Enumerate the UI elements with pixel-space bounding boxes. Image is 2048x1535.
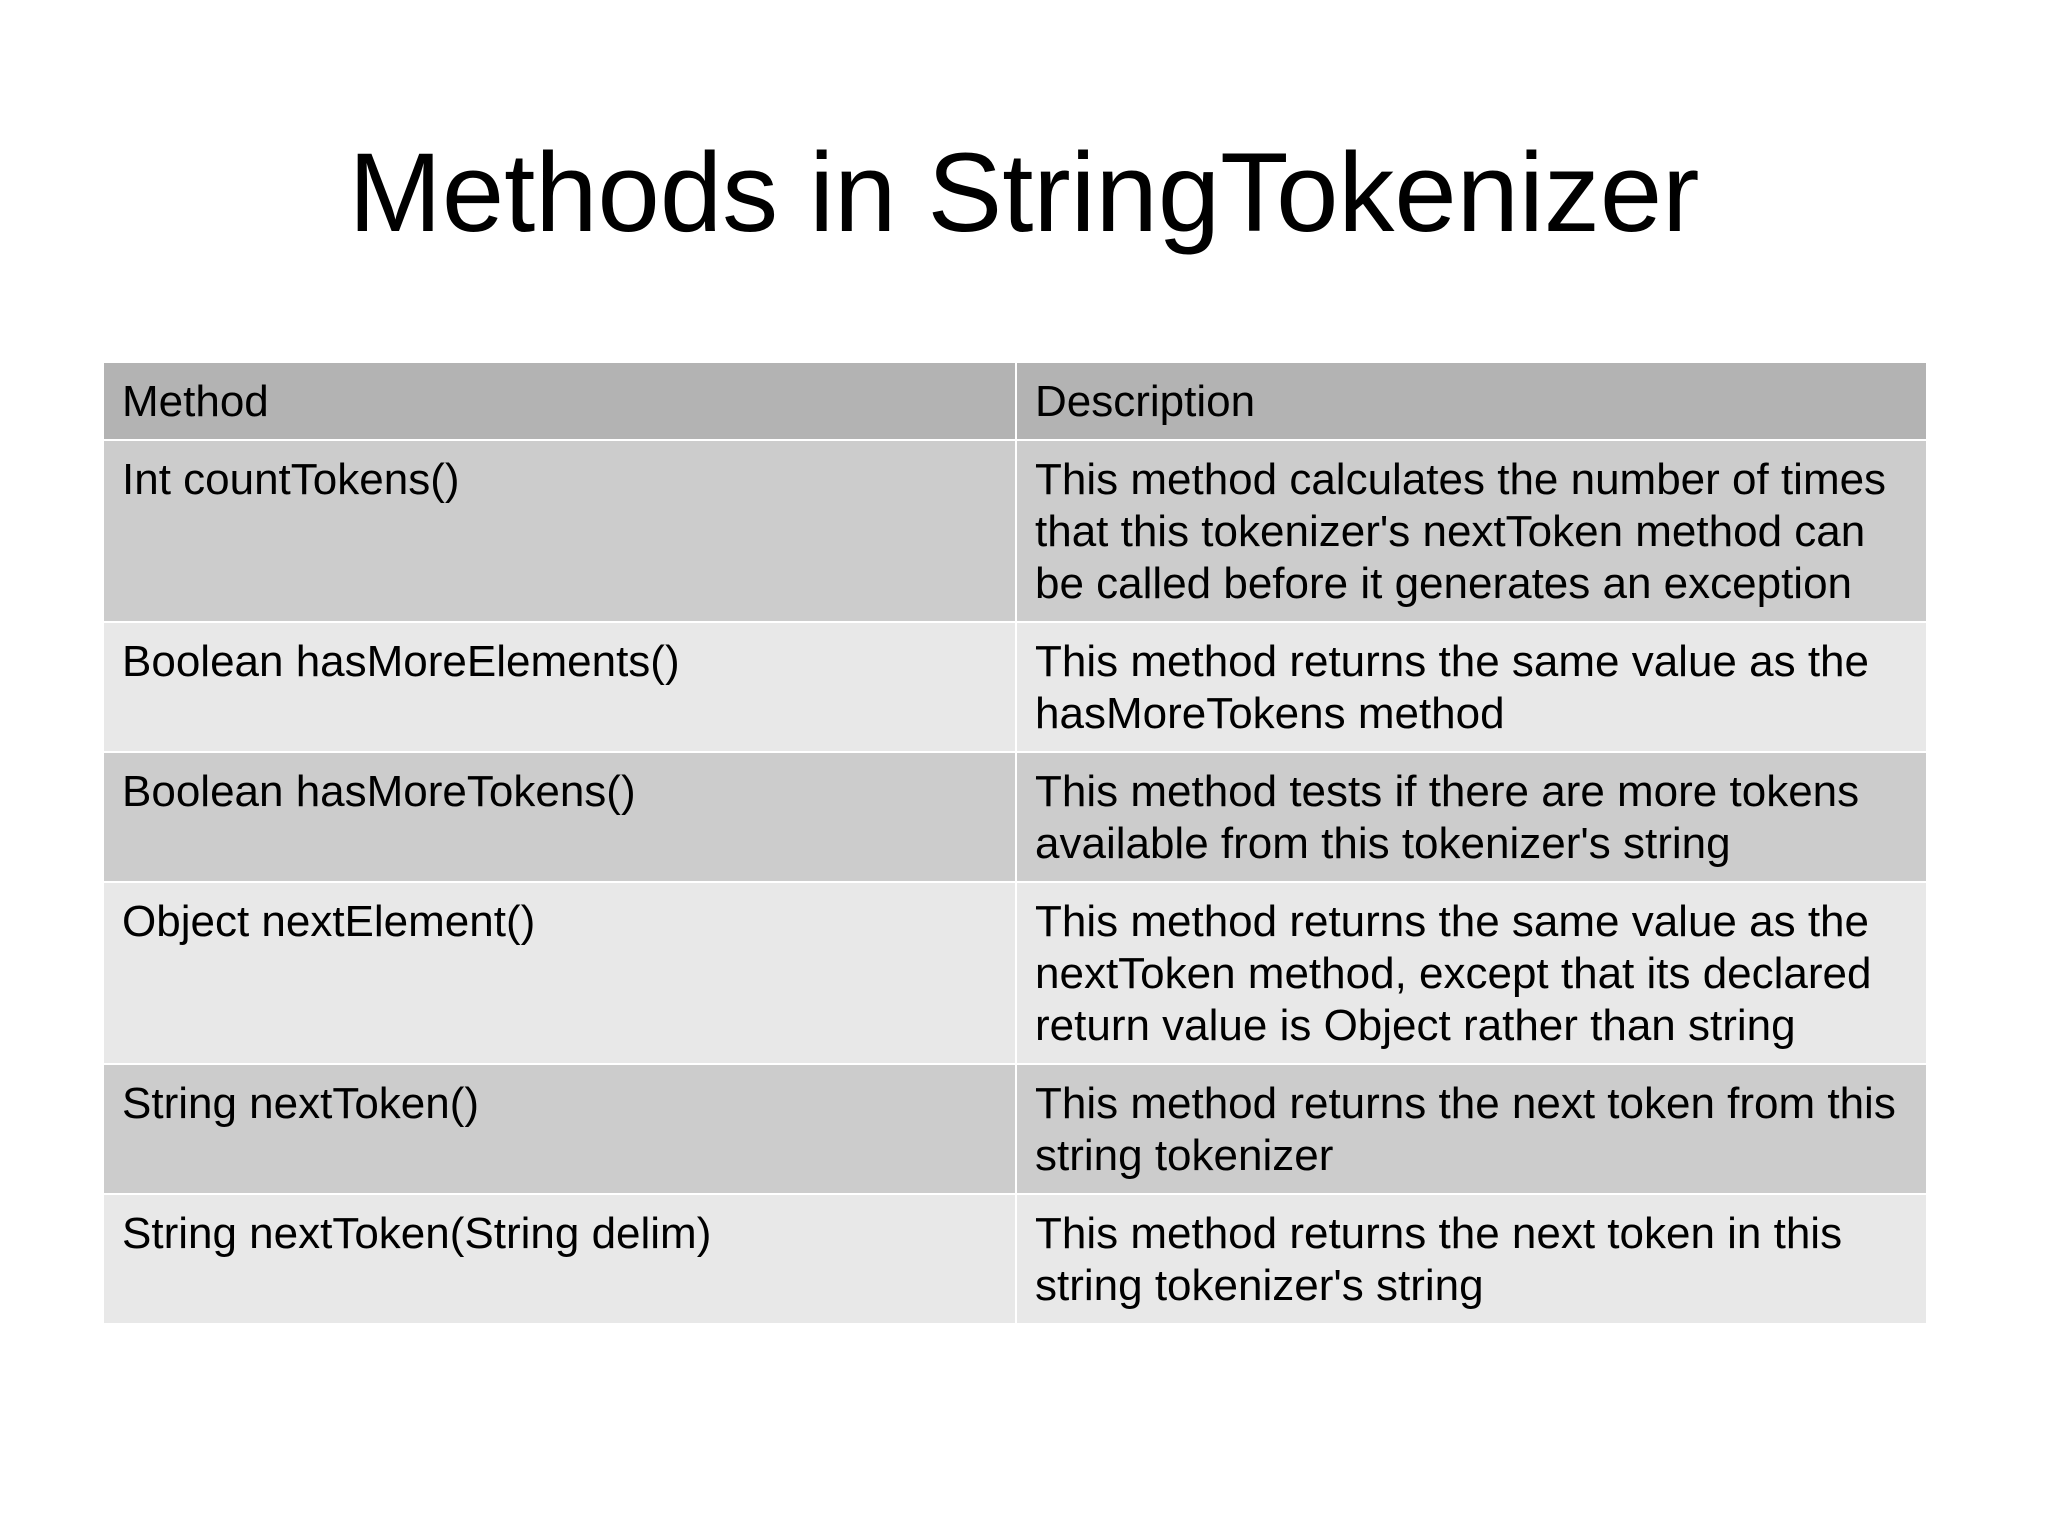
slide-title: Methods in StringTokenizer (348, 130, 1700, 255)
method-cell: Boolean hasMoreElements() (104, 622, 1016, 752)
table-row (104, 1064, 1926, 1194)
table-row (104, 440, 1926, 622)
description-cell: This method returns the same value as the hasMoreTokens method (1016, 622, 1926, 752)
table-header-row (104, 363, 1926, 440)
description-cell: This method returns the next token from this string tokenizer (1016, 1064, 1926, 1194)
column-header-description: Description (1016, 363, 1926, 440)
description-cell: This method calculates the number of times that this tokenizer's nextToken method can be called before it generates an exception (1016, 440, 1926, 622)
table-row (104, 622, 1926, 752)
description-cell: This method returns the same value as the nextToken method, except that its declared return value is Object rather than string (1016, 882, 1926, 1064)
table-row (104, 752, 1926, 882)
method-cell: Int countTokens() (104, 440, 1016, 622)
methods-table (104, 363, 1926, 1323)
table-row (104, 882, 1926, 1064)
description-cell: This method tests if there are more tokens available from this tokenizer's string (1016, 752, 1926, 882)
method-cell: String nextToken() (104, 1064, 1016, 1194)
method-cell: String nextToken(String delim) (104, 1194, 1016, 1323)
table-row (104, 1194, 1926, 1323)
method-cell: Object nextElement() (104, 882, 1016, 1064)
method-cell: Boolean hasMoreTokens() (104, 752, 1016, 882)
column-header-method: Method (122, 377, 269, 426)
description-cell: This method returns the next token in this string tokenizer's string (1016, 1194, 1926, 1323)
